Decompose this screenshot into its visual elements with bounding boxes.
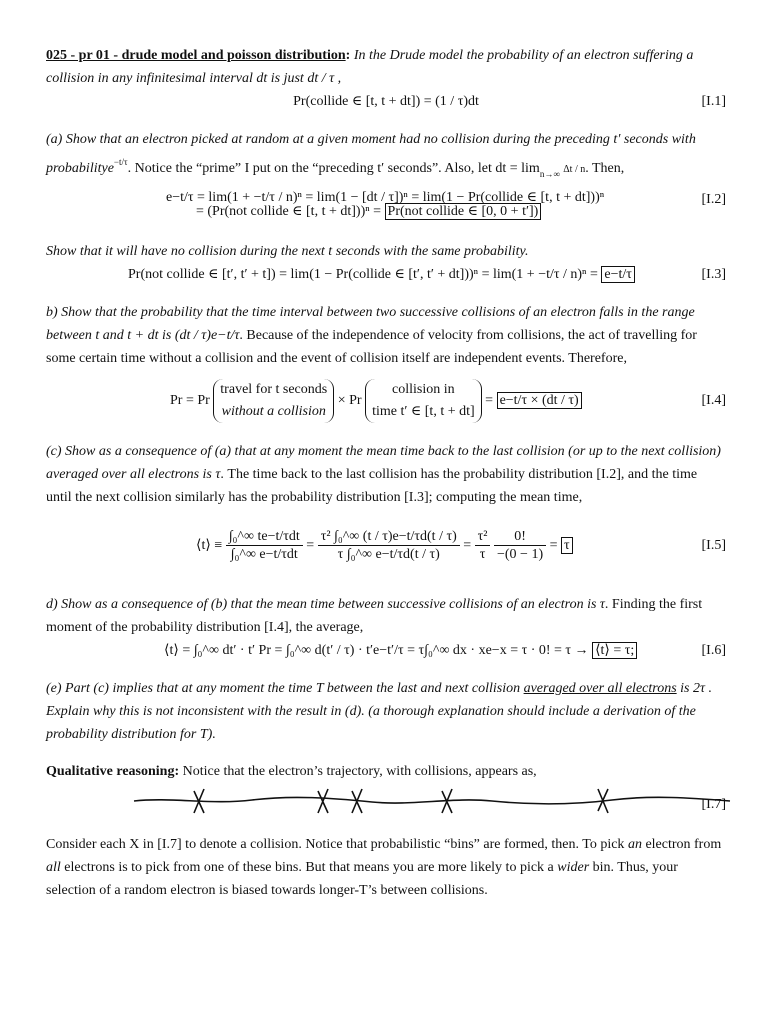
equation-number: [I.5] xyxy=(701,538,726,553)
part-a-paragraph: (a) Show that an electron picked at random at a given moment had no collision during the preceding t′ seconds with probabilitye$^{-t/\tau}$. Notice the “prime” I put on the “preceding t′ seconds”. Also, let dt = $\lim_{n\to\infty} \Delta t$ / n. Then, xyxy=(46,132,696,179)
collision-mark xyxy=(318,789,328,813)
equation-number: [I.1] xyxy=(701,94,726,109)
trajectory-line xyxy=(134,797,730,804)
qualitative-paragraph: Qualitative reasoning: Notice that the electron’s trajectory, with collisions, appears as, xyxy=(46,764,537,779)
part-c-paragraph: (c) Show as a consequence of (a) that at any moment the mean time back to the last collision (or up to the next collision) averaged over all electrons is τ. The time back to the last collision has the probability distribution [I.2], and the time until the next collision similarly has the probability distribution [I.3]; computing the mean time, xyxy=(46,444,721,505)
equation-number: [I.3] xyxy=(701,267,726,282)
boxed-result: e−t/τ xyxy=(601,266,635,283)
equation-I3: Pr(not collide ∈ [t′, t′ + t]) = lim(1 − Pr(collide ∈ [t′, t′ + dt]))ⁿ = lim(1 + −t/τ / n)ⁿ = e−t/τ [I.3] xyxy=(46,263,726,287)
equation-number: [I.4] xyxy=(701,393,726,408)
equation-I2-line1: e−t/τ = lim(1 + −t/τ / n)ⁿ = lim(1 − [dt / τ])ⁿ = lim(1 − Pr(collide ∈ [t, t + dt]))ⁿ xyxy=(166,190,605,205)
trajectory-svg xyxy=(132,783,732,819)
part-e-paragraph: (e) Part (c) implies that at any moment the time T between the last and next collision averaged over all electrons is 2τ . Explain why this is not inconsistent with the result in (d). (a thorough explanation should include a derivation of the probability distribution for T). xyxy=(46,681,712,742)
boxed-result: ⟨t⟩ = τ; xyxy=(592,642,637,659)
conclusion-paragraph: Consider each X in [I.7] to denote a collision. Notice that probabilistic “bins” are formed, then. To pick an electron from all electrons is to pick from one of these bins. But that means you are more likely to pick a wider bin. Thus, your selection of a random electron is biased towards longer-T’s between collisions. xyxy=(46,837,722,898)
equation-number: [I.6] xyxy=(701,643,726,658)
equation-I5: ⟨t⟩ ≡ $\frac{\text{∫₀\textasciicircum{}∞ te−t/τdt}}{\text{∫₀\textasciicircum{}∞ e−t/τdt}}$ = $\frac{\text{τ² ∫₀\textasciicircum{}∞ (t / τ)e−t/τd(t / τ)}}{\text{τ ∫₀\textasciicircum{}∞ e−t/τd(t / τ)}}$ = $\frac{\text{τ²}}{\tau}$ $\frac{0!}{-(0 - 1)}$ = τ [I.5] xyxy=(196,529,726,563)
equation-number: [I.7] xyxy=(701,797,726,812)
equation-number: [I.2] xyxy=(701,192,726,207)
intro-text: In the Drude model the probability of an electron suffering a collision in any infinitesimal interval dt is just dt / τ , xyxy=(46,48,694,86)
part-a-next-prompt: Show that it will have no collision during the next t seconds with the same probability. xyxy=(46,244,529,259)
qualitative-heading: Qualitative reasoning: xyxy=(46,764,180,779)
equation-I2-line2: = (Pr(not collide ∈ [t, t + dt]))ⁿ = Pr(not collide ∈ [0, 0 + t′]) [I.2] xyxy=(46,200,726,226)
document-page xyxy=(46,44,726,902)
boxed-result: e−t/τ × (dt / τ) xyxy=(497,392,582,409)
equation-I6: ⟨t⟩ = ∫₀^∞ dt′ · t′ Pr = ∫₀^∞ d(t′ / τ) · t′e−t′/τ = τ∫₀^∞ dx · xe−x = τ · 0! = τ → ⟨t⟩ = τ; [I.6] xyxy=(46,639,726,663)
trajectory-figure xyxy=(46,783,726,819)
problem-title: 025 - pr 01 - drude model and poisson distribution xyxy=(46,48,346,63)
part-b-paragraph: b) Show that the probability that the time interval between two successive collisions of an electron falls in the range between t and t + dt is (dt / τ)e−t/τ. Because of the independence of velocity from collisions, the act of travelling for some certain time without a collision and the event of collision itself are independent events. Therefore, xyxy=(46,305,697,366)
boxed-result: τ xyxy=(561,537,573,554)
equation-I1: Pr(collide ∈ [t, t + dt]) = (1 / τ)dt [I.1] xyxy=(46,90,726,114)
boxed-result: Pr(not collide ∈ [0, 0 + t′]) xyxy=(385,203,542,220)
equation-I4: Pr = Pr travel for t seconds without a collision × Pr collision in time t′ ∈ [t, t + dt] = e−t/τ × (dt / τ) [I.4] xyxy=(46,376,726,426)
part-d-paragraph: d) Show as a consequence of (b) that the mean time between successive collisions of an electron is τ. Finding the first moment of the probability distribution [I.4], the average, xyxy=(46,597,703,635)
title-paragraph: 025 - pr 01 - drude model and poisson distribution: In the Drude model the probability of an electron suffering a collision in any infinitesimal interval dt is just dt / τ , xyxy=(46,48,694,86)
